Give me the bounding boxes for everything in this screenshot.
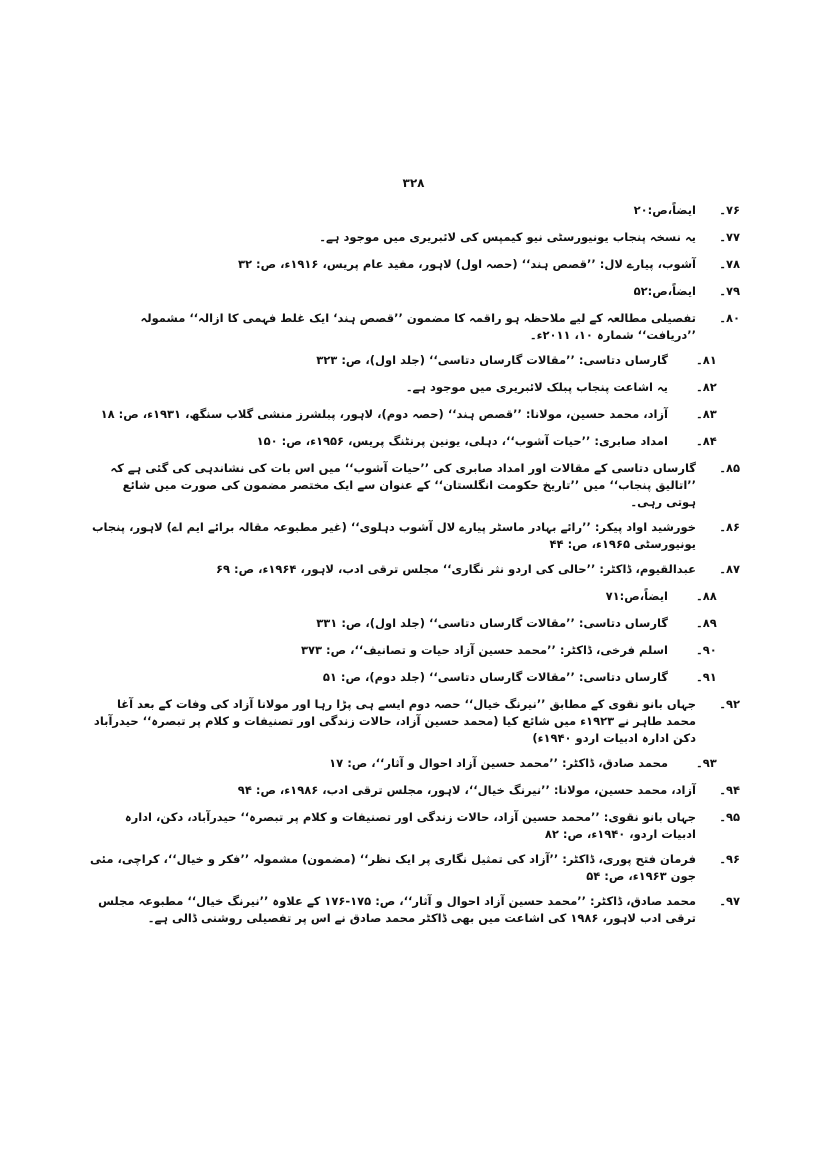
footnote-text: محمد صادق، ڈاکٹر: ’’محمد حسین آزاد احوال و آثار‘‘، ص: ۱۷۵-۱۷۶ کے علاوہ ’’نیرنگ خیال‘‘ مطبوعہ مجلس ترقی ادب لاہور، ۱۹۸۶ کی اشاعت میں بھی ڈاکٹر محمد صادق نے اس پر تفصیلی روشنی ڈالی ہے۔ <box>98 894 696 925</box>
footnote-number: ۹۴۔ <box>719 783 740 797</box>
footnote-item <box>90 519 740 553</box>
footnote-number: ۸۱۔ <box>696 353 717 367</box>
footnote-text: عبدالقیوم، ڈاکٹر: ’’حالی کی اردو نثر نگاری‘‘ مجلس ترقی ادب، لاہور، ۱۹۶۴ء، ص: ۶۹ <box>215 562 696 576</box>
footnote-number: ۷۹۔ <box>719 284 740 298</box>
footnote-text: آشوب، پیارے لال: ’’قصص ہند‘‘ (حصہ اول) لاہور، مفید عام پریس، ۱۹۱۶ء، ص: ۳۲ <box>238 257 696 271</box>
footnote-text: آزاد، محمد حسین، مولانا: ’’نیرنگ خیال‘‘، لاہور، مجلس ترقی ادب، ۱۹۸۶ء، ص: ۹۴ <box>237 783 696 797</box>
footnote-number: ۹۳۔ <box>696 756 717 770</box>
footnote-item <box>90 352 740 369</box>
footnote-item <box>90 283 740 300</box>
footnote-item <box>90 310 740 344</box>
footnote-text: ایضاً،ص:۵۲ <box>633 284 696 298</box>
footnote-number: ۸۹۔ <box>696 616 717 630</box>
footnote-number: ۸۳۔ <box>696 407 717 421</box>
footnote-text: آزاد، محمد حسین، مولانا: ’’قصص ہند‘‘ (حصہ دوم)، لاہور، پبلشرز منشی گلاب سنگھ، ۱۹۳۱ء، ص: ۱۸ <box>100 407 668 421</box>
footnote-item <box>90 379 740 396</box>
footnote-item <box>90 755 740 772</box>
footnote-number: ۸۴۔ <box>696 434 717 448</box>
footnotes-list <box>90 202 740 935</box>
footnote-text: تفصیلی مطالعہ کے لیے ملاحظہ ہو راقمہ کا مضمون ’’قصص ہند‘ ایک غلط فہمی کا ازالہ‘‘ مشمولہ ’’دریافت‘‘ شمارہ ۱۰، ۲۰۱۱ء۔ <box>140 311 696 342</box>
footnote-item <box>90 696 740 747</box>
footnote-text: امداد صابری: ’’حیات آشوب‘‘، دہلی، یونین پرنٹنگ پریس، ۱۹۵۶ء، ص: ۱۵۰ <box>256 434 668 448</box>
footnote-item <box>90 202 740 219</box>
footnote-number: ۸۶۔ <box>719 520 740 534</box>
page-number: ۳۲۸ <box>402 176 425 190</box>
footnote-item <box>90 809 740 843</box>
footnote-item <box>90 588 740 605</box>
footnote-text: جہاں بانو نقوی کے مطابق ’’نیرنگ خیال‘‘ حصہ دوم ایسے ہی پڑا رہا اور مولانا آزاد کی وفات کے بعد آغا محمد طاہر نے ۱۹۲۳ء میں شائع کیا (محمد حسین آزاد، حالات زندگی اور تصنیفات و کلام پر تبصرہ‘‘ حیدرآباد دکن ادارہ ادبیات اردو ۱۹۴۰ء) <box>93 697 696 745</box>
footnote-number: ۹۵۔ <box>719 810 740 824</box>
footnote-text: یہ نسخہ پنجاب یونیورسٹی نیو کیمپس کی لائبریری میں موجود ہے۔ <box>319 230 696 244</box>
footnote-item <box>90 669 740 686</box>
footnote-text: ایضاً،ص:۷۱ <box>605 589 668 603</box>
footnote-number: ۹۷۔ <box>719 894 740 908</box>
footnote-number: ۸۵۔ <box>719 461 740 475</box>
footnote-number: ۹۱۔ <box>696 670 717 684</box>
footnote-number: ۸۰۔ <box>719 311 740 325</box>
footnote-item <box>90 851 740 885</box>
footnote-item <box>90 893 740 927</box>
footnote-text: گارساں دتاسی: ’’مقالات گارساں دتاسی‘‘ (جلد دوم)، ص: ۵۱ <box>322 670 668 684</box>
footnote-number: ۹۰۔ <box>696 643 717 657</box>
footnote-text: گارساں دتاسی کے مقالات اور امداد صابری کی ’’حیات آشوب‘‘ میں اس بات کی نشاندہی کی گئی ہے کہ ’’اتالیق پنجاب‘‘ میں ’’تاریخ حکومت انگلستان‘‘ کے عنوان سے ایک مختصر مضمون کی صورت میں شائع ہوتی رہی۔ <box>110 461 696 509</box>
footnote-number: ۷۸۔ <box>719 257 740 271</box>
footnote-text: ایضاً،ص:۲۰ <box>633 203 696 217</box>
footnote-text: اسلم فرخی، ڈاکٹر: ’’محمد حسین آزاد حیات و تصانیف‘‘، ص: ۳۷۳ <box>300 643 668 657</box>
footnote-text: یہ اشاعت پنجاب پبلک لائبریری میں موجود ہے۔ <box>405 380 668 394</box>
footnote-text: گارساں دتاسی: ’’مقالات گارساں دتاسی‘‘ (جلد اول)، ص: ۳۳۱ <box>316 616 668 630</box>
footnote-number: ۷۶۔ <box>719 203 740 217</box>
footnote-item <box>90 460 740 511</box>
footnote-text: گارساں دتاسی: ’’مقالات گارساں دتاسی‘‘ (جلد اول)، ص: ۳۲۳ <box>316 353 668 367</box>
footnote-number: ۷۷۔ <box>719 230 740 244</box>
footnote-number: ۹۶۔ <box>719 852 740 866</box>
footnote-item <box>90 782 740 799</box>
footnote-text: فرمان فتح پوری، ڈاکٹر: ’’آزاد کی تمثیل نگاری پر ایک نظر‘‘ (مضمون) مشمولہ ’’فکر و خیال‘‘، کراچی، مئی جون ۱۹۶۳ء، ص: ۵۴ <box>90 852 696 883</box>
footnote-item <box>90 229 740 246</box>
footnote-text: خورشید اواد پیکر: ’’رائے بہادر ماسٹر پیارے لال آشوب دہلوی‘‘ (غیر مطبوعہ مقالہ برائے ایم اے) لاہور، پنجاب یونیورسٹی ۱۹۶۵ء، ص: ۴۴ <box>91 520 696 551</box>
footnote-item <box>90 642 740 659</box>
footnote-text: محمد صادق، ڈاکٹر: ’’محمد حسین آزاد احوال و آثار‘‘، ص: ۱۷ <box>329 756 668 770</box>
footnote-number: ۹۲۔ <box>719 697 740 711</box>
footnote-item <box>90 406 740 423</box>
footnote-item <box>90 615 740 632</box>
footnote-item <box>90 256 740 273</box>
footnote-text: جہاں بانو نقوی: ’’محمد حسین آزاد، حالات زندگی اور تصنیفات و کلام پر تبصرہ‘‘ حیدرآباد، دکن، ادارہ ادبیات اردو، ۱۹۴۰ء، ص: ۸۲ <box>124 810 696 841</box>
footnote-number: ۸۲۔ <box>696 380 717 394</box>
footnote-number: ۸۸۔ <box>696 589 717 603</box>
footnote-number: ۸۷۔ <box>719 562 740 576</box>
footnote-item <box>90 561 740 578</box>
footnote-item <box>90 433 740 450</box>
